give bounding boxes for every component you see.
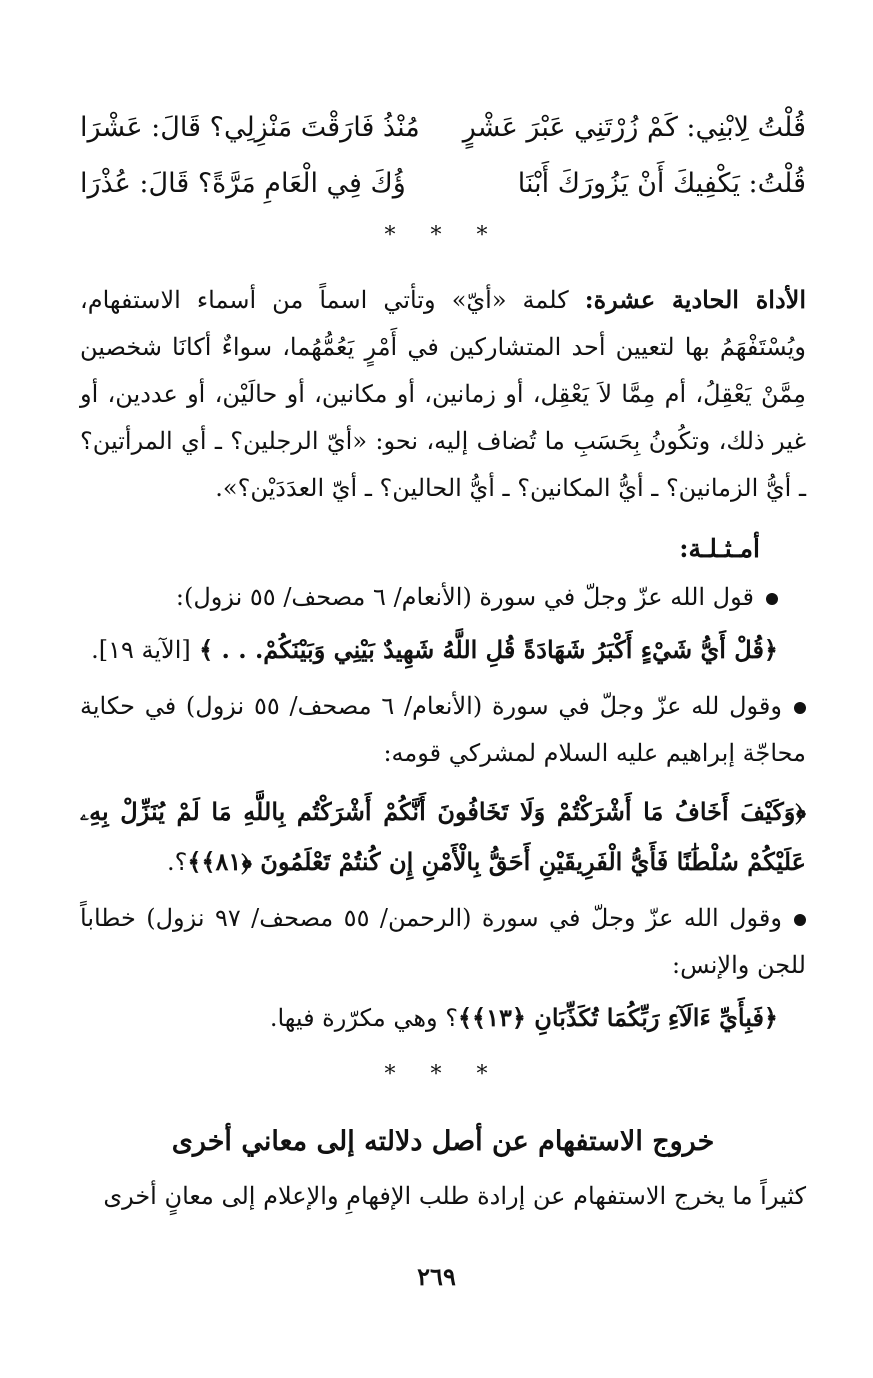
verse-reference: ؟ وهي مكرّرة فيها. (269, 1004, 458, 1032)
example-intro-text: قول الله عزّ وجلّ في سورة (الأنعام/ ٦ مصحف/ ٥٥ نزول): (175, 583, 754, 611)
examples-label: أمـثـلـة: (679, 534, 760, 563)
closing-paragraph: كثيراً ما يخرج الاستفهام عن إرادة طلب الإفهامِ والإعلام إلى معانٍ أخرى (103, 1182, 806, 1210)
page-body (80, 100, 806, 1320)
example-intro (80, 574, 778, 621)
poem-hemistich: مُنْذُ فَارَقْتَ مَنْزِلِي؟ قَالَ: عَشْرَا (80, 112, 420, 143)
poem-hemistich: قُلْتُ: يَكْفِيكَ أَنْ يَزُورَكَ أَبْنَا (517, 168, 806, 199)
section-title: خروج الاستفهام عن أصل دلالته إلى معاني أخرى (171, 1126, 715, 1157)
poem-hemistich: قُلْتُ لِابْنِي: كَمْ زُرْتَنِي عَبْرَ عَشْرٍ (462, 112, 806, 143)
section-body: كلمة «أيّ» وتأتي اسماً من أسماء الاستفهام، ويُسْتَفْهَمُ بها لتعيين أحد المتشاركين في أَمْرٍ يَعُمُّهُما، سواءٌ أكانَا شخصين مِمَّنْ يَعْقِلُ، أم مِمَّا لاَ يَعْقِل، أو زمانين، أو مكانين، أو حالَيْن، أو عددين، أو غير ذلك، وتكُونُ بِحَسَبِ ما تُضاف إليه، نحو: «أيّ الرجلين؟ ـ أي المرأتين؟ ـ أيُّ الزمانين؟ ـ أيُّ المكانين؟ ـ أيُّ الحالين؟ ـ أيّ العدَدَيْن؟». (80, 286, 806, 502)
quran-verse (80, 625, 778, 675)
quran-verse-text: ﴿وَكَيْفَ أَخَافُ مَا أَشْرَكْتُمْ وَلَا تَخَافُونَ أَنَّكُمْ أَشْرَكْتُم بِاللَّهِ مَا لَمْ يُنَزِّلْ بِهِۦ عَلَيْكُمْ سُلْطَٰنًا فَأَيُّ الْفَرِيقَيْنِ أَحَقُّ بِالْأَمْنِ إِن كُنتُمْ تَعْلَمُونَ ﴿٨١﴾﴾ (80, 797, 806, 876)
example-intro (80, 895, 806, 989)
separator-stars: * * * (384, 223, 502, 248)
example-intro (80, 683, 806, 777)
example-intro-text: وقول لله عزّ وجلّ في سورة (الأنعام/ ٦ مصحف/ ٥٥ نزول) في حكاية محاجّة إبراهيم عليه السلام لمشركي قومه: (80, 692, 806, 767)
poem-line-1 (80, 100, 806, 156)
bullet-icon (766, 593, 778, 605)
poem-line-2 (80, 156, 806, 212)
quran-verse (80, 993, 778, 1043)
verse-reference: [الآية ١٩]. (91, 636, 191, 664)
section-paragraph (80, 276, 806, 512)
verse-reference: ؟. (166, 848, 188, 876)
separator-stars: * * * (384, 1062, 502, 1087)
bullet-icon (794, 914, 806, 926)
poem-hemistich: ؤُكَ فِي الْعَامِ مَرَّةً؟ قَالَ: عُذْرَا (80, 168, 406, 199)
quran-verse-text: ﴿قُلْ أَيُّ شَيْءٍ أَكْبَرُ شَهَادَةً قُلِ اللَّهُ شَهِيدٌ بَيْنِي وَبَيْنَكُمْ. . . ﴾ (199, 635, 778, 664)
quran-verse-text: ﴿فَبِأَيِّ ءَالَآءِ رَبِّكُمَا تُكَذِّبَانِ ﴿١٣﴾﴾ (457, 1003, 778, 1032)
quran-verse (80, 787, 806, 887)
bullet-icon (794, 702, 806, 714)
page-number: ٢٦٩ (417, 1262, 456, 1291)
section-heading-inline: الأداة الحادية عشرة: (584, 285, 806, 314)
example-intro-text: وقول الله عزّ وجلّ في سورة (الرحمن/ ٥٥ مصحف/ ٩٧ نزول) خطاباً للجن والإنس: (80, 904, 806, 979)
